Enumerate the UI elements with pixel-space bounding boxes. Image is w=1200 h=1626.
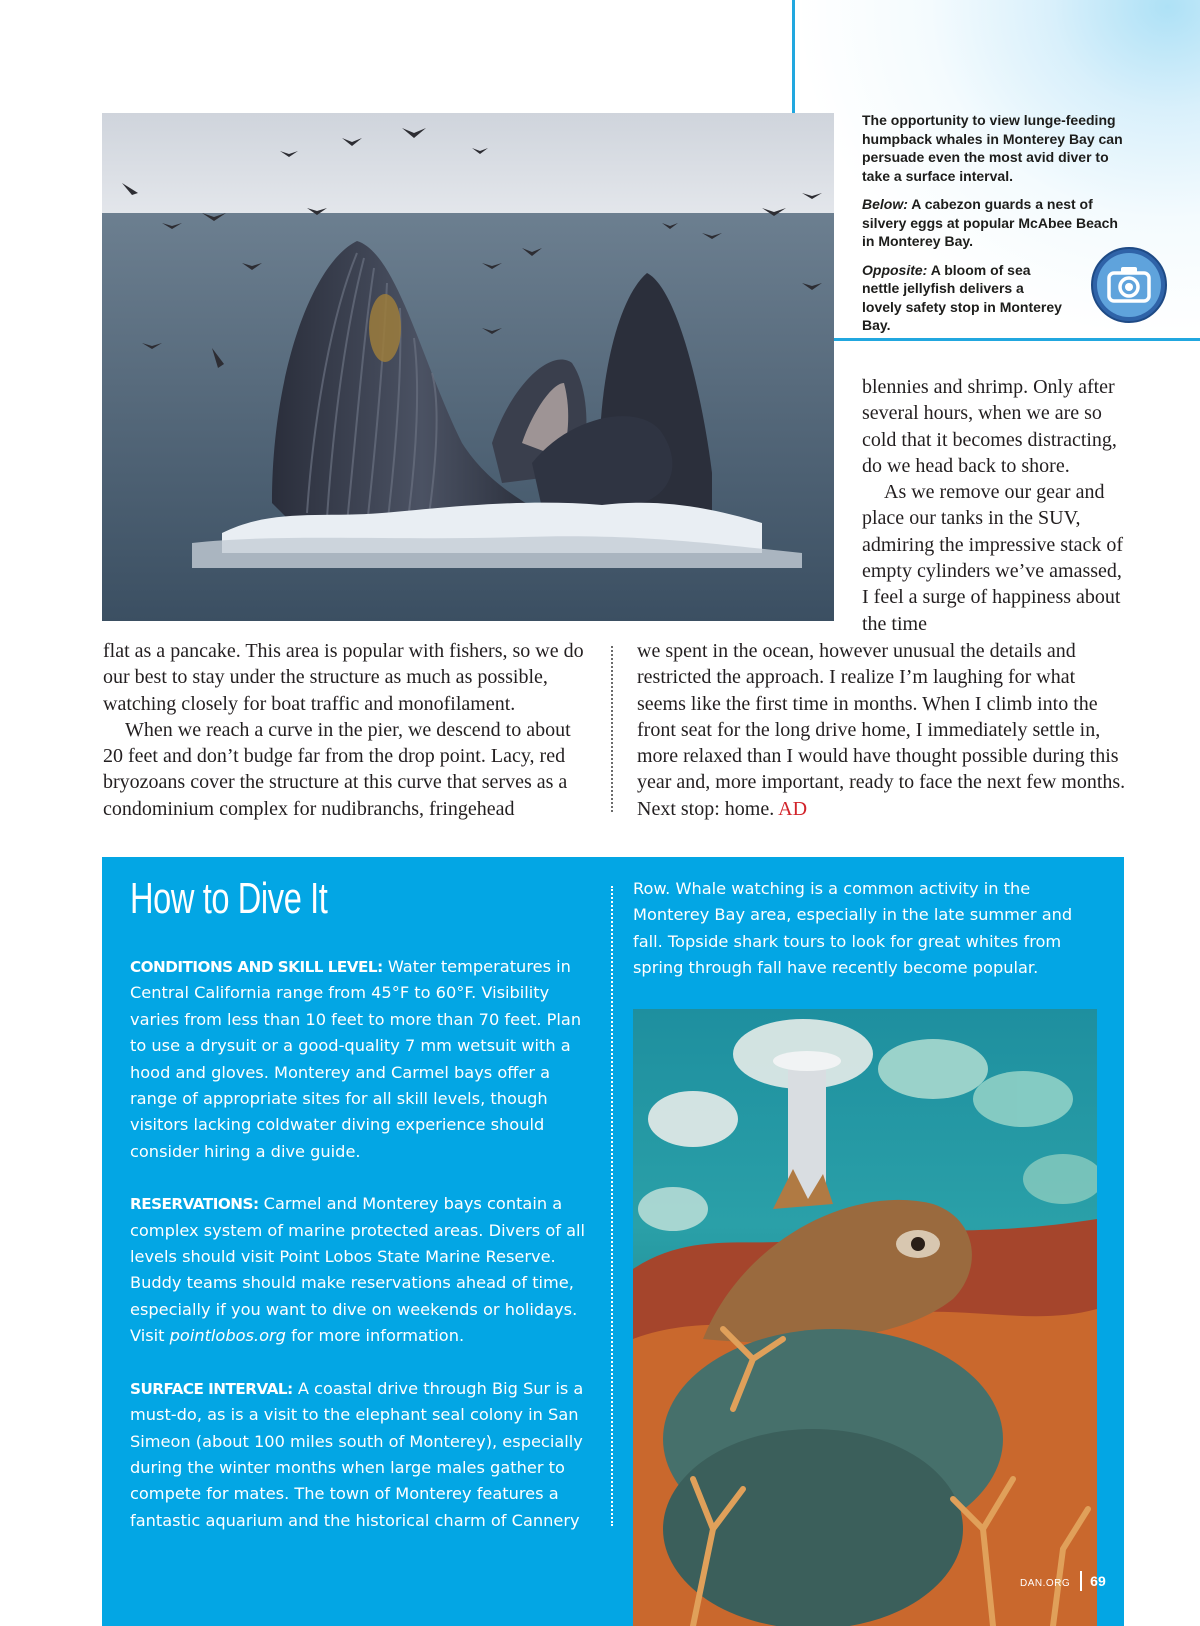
sidebar-text: for more information. — [285, 1326, 465, 1346]
caption-opposite-lead: Opposite: — [862, 261, 928, 278]
caption-below — [862, 195, 1126, 251]
camera-icon — [1090, 246, 1168, 324]
sidebar-title: How to Dive It — [130, 874, 328, 923]
sidebar-heading: SURFACE INTERVAL: — [130, 1379, 293, 1398]
folio-site: DAN.ORG — [1020, 1578, 1071, 1589]
column-divider — [611, 646, 613, 812]
sidebar-text: Carmel and Monterey bays contain a complex system of marine protected areas. Divers of all levels should visit Point Lobos State Marine Reserve. Buddy teams should make reservations ahead of time, especially if you want to dive on weekends or holidays. Visit — [130, 1194, 585, 1346]
sidebar-conditions — [130, 954, 600, 1165]
article-column-right-top — [862, 374, 1128, 637]
sidebar-heading: RESERVATIONS: — [130, 1195, 259, 1214]
pointlobos-link: pointlobos.org — [169, 1326, 286, 1346]
sidebar-surface-interval — [130, 1376, 600, 1534]
accent-rule-vertical — [792, 0, 795, 113]
sidebar-text: Water temperatures in Central California range from 45°F to 60°F. Visibility varies from less than 10 feet to more than 70 feet. Plan to use a drysuit or a good-quality 7 mm wetsuit with a hood and gloves. Monterey and Carmel bays offer a range of appropriate sites for all skill levels, though visitors lacking coldwater diving experience should consider hiring a dive guide. — [130, 957, 582, 1161]
end-mark: AD — [778, 797, 808, 820]
sidebar-reservations — [130, 1191, 600, 1349]
sidebar-column-right — [633, 876, 1103, 1008]
caption-below-lead: Below: — [862, 196, 908, 212]
sidebar-text: Row. Whale watching is a common activity in the Monterey Bay area, especially in the late summer and fall. Topside shark tours to look for great whites from spring through fall have recently become popular. — [633, 879, 1073, 978]
cabezon-photo — [633, 1009, 1097, 1626]
caption-main: The opportunity to view lunge-feeding humpback whales in Monterey Bay can persuade even the most avid diver to take a surface interval. — [862, 112, 1123, 184]
article-paragraph-text: we spent in the ocean, however unusual the details and restricted the approach. I realize I’m laughing for what seems like the first time in months. When I climb into the front seat for the long drive home, I immediately settle in, more relaxed than I would have thought possible during this year and, more important, ready to face the next few months. Next stop: home. — [637, 640, 1126, 820]
article-paragraph: blennies and shrimp. Only after several hours, when we are so cold that it becomes distracting, do we head back to shore. — [862, 376, 1117, 477]
article-column-left — [103, 638, 593, 822]
whale-photo — [102, 113, 834, 621]
article-paragraph — [637, 638, 1127, 822]
article-paragraph: When we reach a curve in the pier, we descend to about 20 feet and don’t budge far from the drop point. Lacy, red bryozoans cover the structure at this curve that serves as a condominium complex for nudibranchs, fringehead — [103, 718, 571, 820]
article-column-right — [637, 638, 1127, 822]
caption-opposite — [862, 261, 1067, 335]
folio-separator — [1080, 1571, 1082, 1591]
article-paragraph: As we remove our gear and place our tanks in the SUV, admiring the impressive stack of empty cylinders we’ve amassed, I feel a surge of happiness about the time — [862, 481, 1124, 635]
page-folio — [1020, 1571, 1106, 1591]
article-paragraph: flat as a pancake. This area is popular with fishers, so we do our best to stay under the structure as much as possible, watching closely for boat traffic and monofilament. — [103, 640, 584, 715]
page-number: 69 — [1090, 1573, 1106, 1589]
sidebar-heading: CONDITIONS AND SKILL LEVEL: — [130, 958, 383, 976]
caption-opposite-text: A bloom of sea nettle jellyfish delivers a lovely safety stop in Monterey Bay. — [862, 261, 1062, 333]
sidebar-column-divider — [611, 886, 613, 1526]
sidebar-column-left — [130, 954, 600, 1560]
photo-captions — [862, 111, 1126, 345]
sidebar-text: A coastal drive through Big Sur is a must-do, as is a visit to the elephant seal colony in San Simeon (about 100 miles south of Monterey), especially during the winter months when large males gather to compete for mates. The town of Monterey features a fantastic aquarium and the historical charm of Cannery — [130, 1378, 584, 1530]
caption-below-text: A cabezon guards a nest of silvery eggs at popular McAbee Beach in Monterey Bay. — [862, 196, 1118, 249]
